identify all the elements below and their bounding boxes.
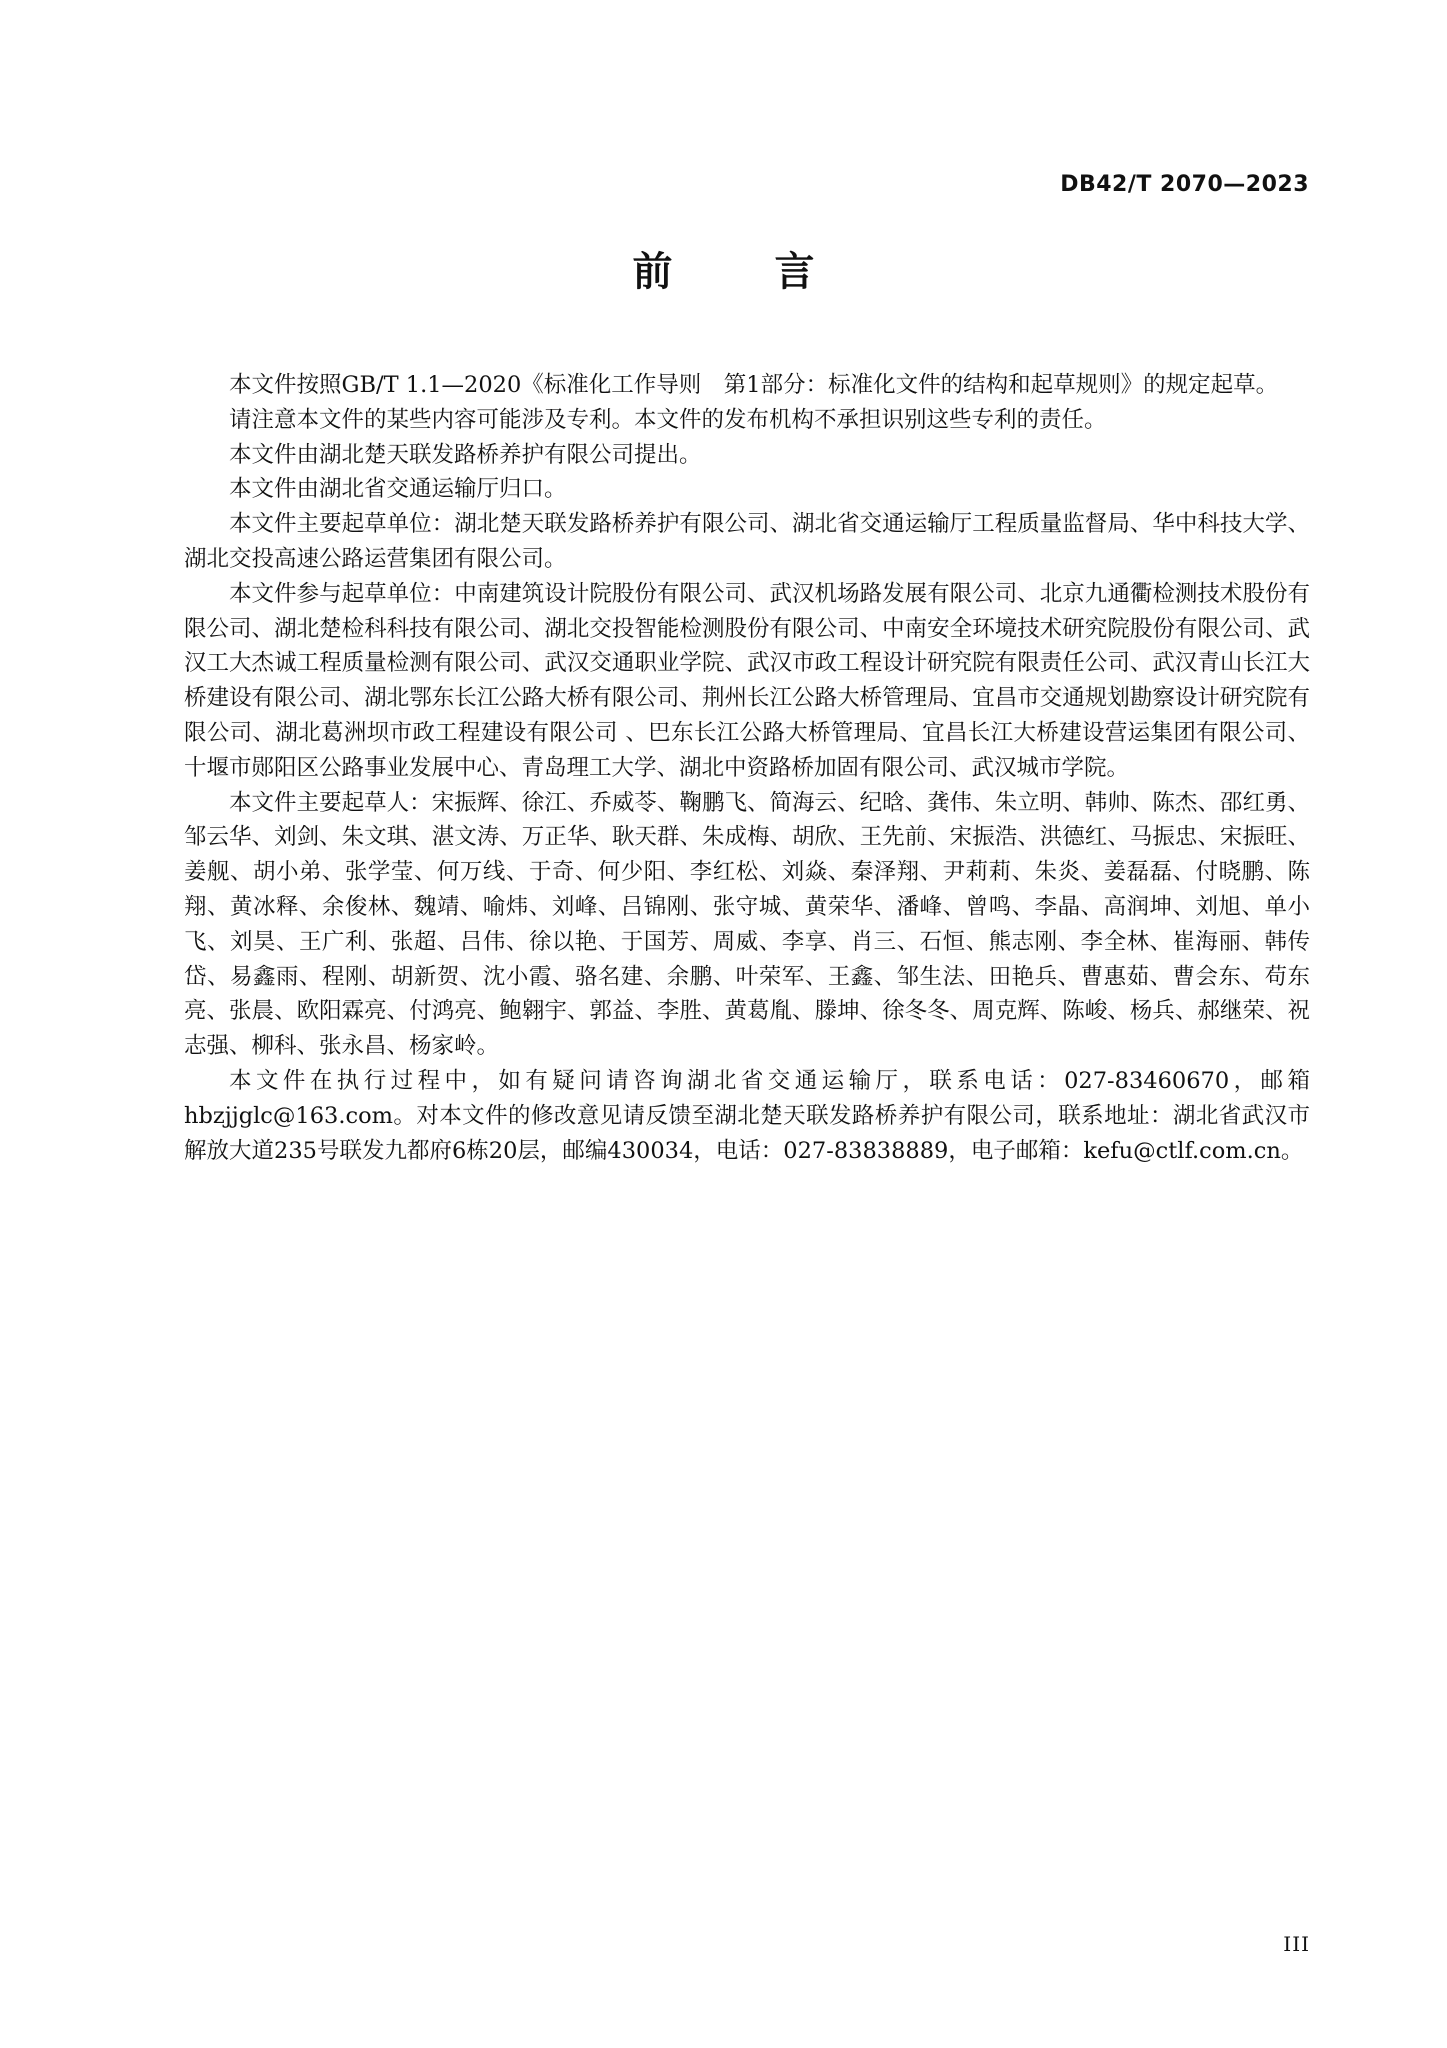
document-code: DB42/T 2070—2023 <box>1060 172 1309 197</box>
paragraph-proposer: 本文件由湖北楚天联发路桥养护有限公司提出。 <box>229 441 702 468</box>
paragraph-participating-units: 本文件参与起草单位：中南建筑设计院股份有限公司、武汉机场路发展有限公司、北京九通衢检测技术股份有限公司、湖北楚检科科技有限公司、湖北交投智能检测股份有限公司、中南安全环境技术研究院股份有限公司、武汉工大杰诚工程质量检测有限公司、武汉交通职业学院、武汉市政工程设计研究院有限责任公司、武汉青山长江大桥建设有限公司、湖北鄂东长江公路大桥有限公司、荆州长江公路大桥管理局、宜昌市交通规划勘察设计研究院有限公司、湖北葛洲坝市政工程建设有限公司 、巴东长江公路大桥管理局、宜昌长江大桥建设营运集团有限公司、十堰市郧阳区公路事业发展中心、青岛理工大学、湖北中资路桥加固有限公司、武汉城市学院。 <box>184 580 1310 781</box>
page-title: 前 言 <box>632 249 859 295</box>
paragraph-administrator: 本文件由湖北省交通运输厅归口。 <box>229 476 567 503</box>
paragraph-contact-info: 本文件在执行过程中，如有疑问请咨询湖北省交通运输厅，联系电话：027-83460670，邮箱hbzjjglc@163.com。对本文件的修改意见请反馈至湖北楚天联发路桥养护有限公司，联系地址：湖北省武汉市解放大道235号联发九都府6栋20层，邮编430034，电话：027-83838889，电子邮箱：kefu@ctlf.com.cn。 <box>184 1067 1310 1164</box>
page-number: III <box>1283 1932 1310 1956</box>
paragraph-main-drafting-units: 本文件主要起草单位：湖北楚天联发路桥养护有限公司、湖北省交通运输厅工程质量监督局、华中科技大学、湖北交投高速公路运营集团有限公司。 <box>184 511 1310 572</box>
paragraph-main-drafters: 本文件主要起草人：宋振辉、徐江、乔威苓、鞠鹏飞、简海云、纪晗、龚伟、朱立明、韩帅、陈杰、邵红勇、邹云华、刘剑、朱文琪、湛文涛、万正华、耿天群、朱成梅、胡欣、王先前、宋振浩、洪德红、马振忠、宋振旺、姜舰、胡小弟、张学莹、何万线、于奇、何少阳、李红松、刘焱、秦泽翔、尹莉莉、朱炎、姜磊磊、付晓鹏、陈翔、黄冰释、余俊林、魏靖、喻炜、刘峰、吕锦刚、张守城、黄荣华、潘峰、曾鸣、李晶、高润坤、刘旭、单小飞、刘昊、王广利、张超、吕伟、徐以艳、于国芳、周威、李享、肖三、石恒、熊志刚、李全林、崔海丽、韩传岱、易鑫雨、程刚、胡新贺、沈小霞、骆名建、余鹏、叶荣军、王鑫、邹生法、田艳兵、曹惠茹、曹会东、苟东亮、张晨、欧阳霖亮、付鸿亮、鲍翱宇、郭益、李胜、黄葛胤、滕坤、徐冬冬、周克辉、陈峻、杨兵、郝继荣、祝志强、柳科、张永昌、杨家岭。 <box>184 789 1310 1060</box>
foreword-body <box>184 368 1310 1168</box>
paragraph-drafting-rules: 本文件按照GB/T 1.1—2020《标准化工作导则 第1部分：标准化文件的结构和起草规则》的规定起草。 <box>229 372 1279 398</box>
paragraph-patent-notice: 请注意本文件的某些内容可能涉及专利。本文件的发布机构不承担识别这些专利的责任。 <box>229 406 1107 433</box>
